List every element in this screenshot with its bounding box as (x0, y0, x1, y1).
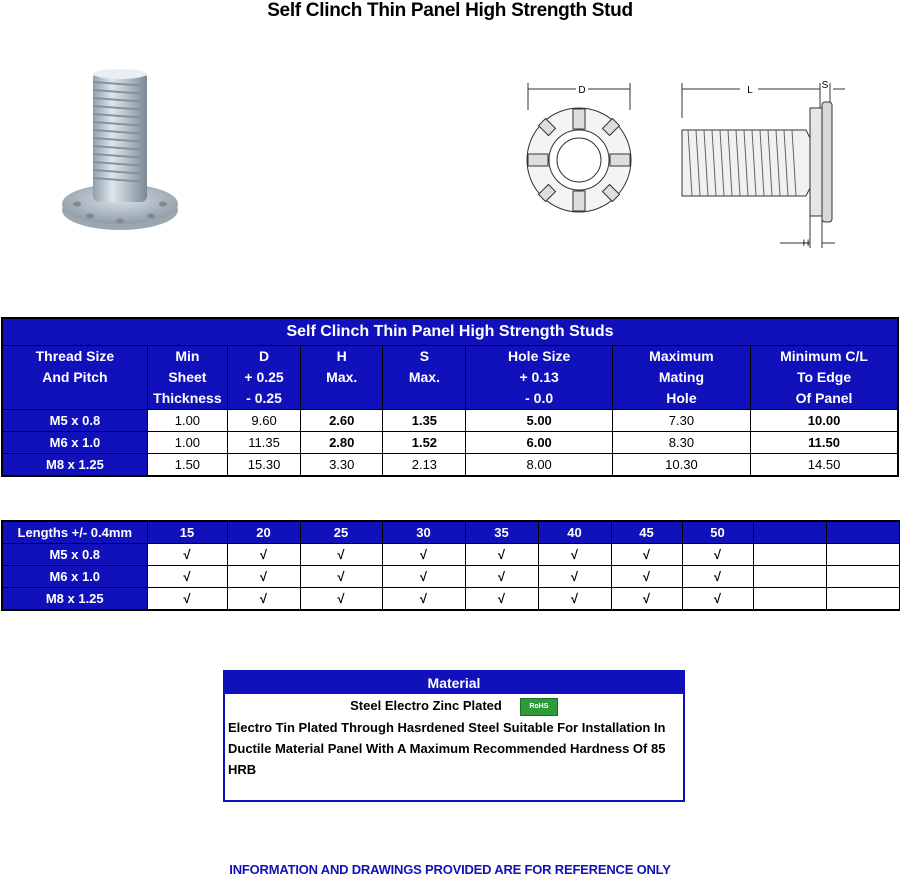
material-finish-text: Steel Electro Zinc Plated (350, 698, 502, 713)
lengths-table (1, 520, 900, 611)
spec-table-title: Self Clinch Thin Panel High Strength Studs (2, 318, 898, 346)
table-cell: 2.60 (301, 410, 383, 432)
length-header: 25 (300, 521, 382, 544)
page-title: Self Clinch Thin Panel High Strength Stud (267, 0, 633, 21)
check-cell (826, 588, 900, 611)
check-cell: √ (300, 566, 382, 588)
check-cell: √ (227, 566, 300, 588)
check-cell (753, 588, 826, 611)
length-header: 50 (682, 521, 753, 544)
table-cell: 11.35 (227, 432, 300, 454)
table-row (2, 410, 898, 432)
check-cell: √ (682, 588, 753, 611)
table-cell: 8.30 (612, 432, 750, 454)
side-view-drawing (670, 78, 850, 253)
table-cell: 11.50 (751, 432, 898, 454)
check-cell: √ (465, 544, 538, 566)
thread-size-cell: M6 x 1.0 (2, 432, 147, 454)
header-d: D + 0.25 - 0.25 (227, 346, 300, 410)
table-cell: 10.00 (751, 410, 898, 432)
header-min-cl-edge: Minimum C/L To Edge Of Panel (751, 346, 898, 410)
check-cell: √ (538, 566, 611, 588)
length-header: 15 (147, 521, 227, 544)
header-thread-size: Thread Size And Pitch (2, 346, 147, 410)
header-min-sheet: Min Sheet Thickness (147, 346, 227, 410)
lengths-header-label: Lengths +/- 0.4mm (2, 521, 147, 544)
length-header: 45 (611, 521, 682, 544)
check-cell: √ (611, 566, 682, 588)
check-cell: √ (682, 566, 753, 588)
check-cell: √ (147, 588, 227, 611)
check-cell (826, 566, 900, 588)
table-cell: 7.30 (612, 410, 750, 432)
check-cell: √ (300, 544, 382, 566)
dimension-d-label: D (578, 85, 586, 96)
header-max-mating-hole: Maximum Mating Hole (612, 346, 750, 410)
table-cell: 1.00 (147, 432, 227, 454)
table-cell: 8.00 (466, 454, 612, 477)
check-cell: √ (538, 588, 611, 611)
length-header (826, 521, 900, 544)
table-cell: 2.13 (383, 454, 466, 477)
check-cell: √ (382, 588, 465, 611)
check-cell: √ (147, 566, 227, 588)
check-cell: √ (227, 588, 300, 611)
length-header: 40 (538, 521, 611, 544)
table-row (2, 566, 900, 588)
thread-size-cell: M8 x 1.25 (2, 454, 147, 477)
check-cell: √ (682, 544, 753, 566)
check-cell: √ (382, 566, 465, 588)
header-s: S Max. (383, 346, 466, 410)
table-row (2, 454, 898, 477)
rohs-badge-icon: RoHS (520, 698, 558, 716)
check-cell: √ (227, 544, 300, 566)
table-cell: 6.00 (466, 432, 612, 454)
table-cell: 1.35 (383, 410, 466, 432)
disclaimer-footer: INFORMATION AND DRAWINGS PROVIDED ARE FOR REFERENCE ONLY (229, 862, 671, 877)
check-cell: √ (611, 588, 682, 611)
table-cell: 2.80 (301, 432, 383, 454)
thread-size-cell: M8 x 1.25 (2, 588, 147, 611)
header-hole-size: Hole Size + 0.13 - 0.0 (466, 346, 612, 410)
length-header: 20 (227, 521, 300, 544)
check-cell: √ (611, 544, 682, 566)
table-cell: 3.30 (301, 454, 383, 477)
material-description: Electro Tin Plated Through Hasrdened Steel Suitable For Installation In Ductile Material Panel With A Maximum Recommended Hardness Of 85 HRB (228, 720, 666, 777)
check-cell: √ (147, 544, 227, 566)
table-row (2, 544, 900, 566)
table-cell: 1.50 (147, 454, 227, 477)
material-heading: Material (225, 672, 683, 694)
check-cell: √ (465, 566, 538, 588)
check-cell (753, 544, 826, 566)
dimension-h-label: H (802, 238, 810, 248)
dimension-l-label: L (747, 85, 753, 96)
check-cell: √ (300, 588, 382, 611)
table-cell: 10.30 (612, 454, 750, 477)
table-row (2, 432, 898, 454)
check-cell (753, 566, 826, 588)
stud-photo (55, 60, 185, 240)
check-cell: √ (538, 544, 611, 566)
length-header: 35 (465, 521, 538, 544)
table-cell: 1.00 (147, 410, 227, 432)
table-row (2, 588, 900, 611)
length-header: 30 (382, 521, 465, 544)
check-cell: √ (465, 588, 538, 611)
check-cell (826, 544, 900, 566)
spec-table (1, 317, 899, 477)
table-cell: 5.00 (466, 410, 612, 432)
thread-size-cell: M5 x 0.8 (2, 544, 147, 566)
table-cell: 1.52 (383, 432, 466, 454)
length-header (753, 521, 826, 544)
thread-size-cell: M6 x 1.0 (2, 566, 147, 588)
lengths-header-row (2, 521, 900, 544)
thread-size-cell: M5 x 0.8 (2, 410, 147, 432)
dimension-s-label: S (821, 80, 829, 91)
check-cell: √ (382, 544, 465, 566)
material-box (223, 670, 685, 802)
front-view-drawing (518, 78, 638, 218)
table-cell: 9.60 (227, 410, 300, 432)
header-h: H Max. (301, 346, 383, 410)
material-finish (225, 696, 683, 716)
table-cell: 15.30 (227, 454, 300, 477)
table-cell: 14.50 (751, 454, 898, 477)
